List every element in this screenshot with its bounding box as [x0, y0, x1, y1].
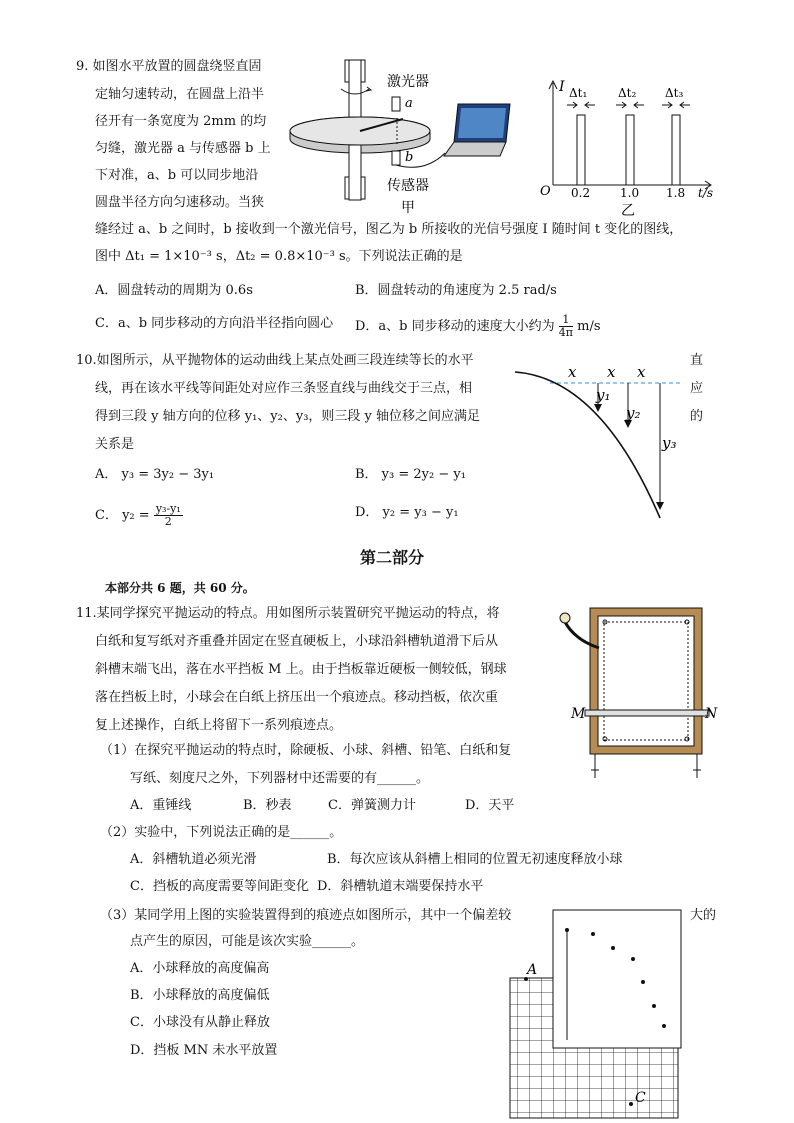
- q9-option-a: A．圆盘转动的周期为 0.6s: [95, 283, 253, 298]
- part2-title: 第二部分: [360, 548, 425, 567]
- q9-line-6: 圆盘半径方向匀速移动。当狭: [95, 195, 265, 210]
- q10-right-char-1: 直: [690, 353, 704, 368]
- q11-line-5: 复上述操作，白纸上将留下一系列痕迹点。: [95, 718, 343, 733]
- q11-sub1-line-1: （1）在探究平抛运动的特点时，除硬板、小球、斜槽、铅笔、白纸和复: [100, 743, 512, 758]
- q11-line-3: 斜槽末端飞出，落在水平挡板 M 上。由于挡板靠近硬板一侧较低，钢球: [95, 662, 507, 677]
- q11-sub2-option-b: B．每次应该从斜槽上相同的位置无初速度释放小球: [327, 852, 623, 867]
- q11-sub2-line: （2）实验中，下列说法正确的是______。: [100, 825, 343, 840]
- laser-a-label: a: [405, 96, 413, 111]
- q10-option-c-fraction: [154, 503, 183, 528]
- q9-option-c: C．a、b 同步移动的方向沿半径指向圆心: [95, 316, 334, 331]
- axis-t-label: t/s: [698, 186, 714, 200]
- q11-sub3-line-1: （3）某同学用上图的实验装置得到的痕迹点如图所示，其中一个偏差较: [100, 908, 512, 923]
- q10-option-a: A． y₃ = 3y₂ − 3y₁: [95, 467, 215, 482]
- q11-sub3-right: 大的: [690, 908, 717, 923]
- q11-sub3-option-c: C．小球没有从静止释放: [130, 1015, 270, 1030]
- label-m: M: [571, 706, 586, 722]
- q10-option-c-text: C． y₂ =: [95, 508, 150, 523]
- q10-line-2: 线，再在该水平线等间距处对应作三条竖直线与曲线交于三点，相: [95, 381, 473, 396]
- q9-option-d-fraction: [559, 314, 573, 339]
- q11-sub3-option-b: B．小球释放的高度偏低: [130, 988, 270, 1003]
- q9-line-5: 下对准，a、b 可以同步地沿: [95, 168, 259, 183]
- laptop-icon: [440, 100, 520, 165]
- dt3-label: Δt₃: [665, 86, 684, 100]
- fig-b-caption: 乙: [621, 203, 635, 219]
- q9-line-4: 匀缝，激光器 a 与传感器 b 上: [95, 141, 271, 156]
- q10-option-b: B． y₃ = 2y₂ − y₁: [355, 467, 466, 482]
- q10-line-4: 关系是: [95, 437, 135, 452]
- q10-option-d: D． y₂ = y₃ − y₁: [355, 505, 459, 520]
- q11-line-2: 白纸和复写纸对齐重叠并固定在竖直硬板上，小球沿斜槽轨道滑下后从: [95, 634, 499, 649]
- q10-y3: y₃: [662, 434, 677, 452]
- label-c: C: [635, 1090, 646, 1106]
- q11-sub2-option-d: D．斜槽轨道末端要保持水平: [317, 879, 484, 894]
- q10-right-char-3: 的: [690, 409, 704, 424]
- q9-line-1: 9. 如图水平放置的圆盘绕竖直固: [76, 59, 262, 74]
- q9-option-d: [355, 314, 601, 339]
- q9-line-2: 定轴匀速转动，在圆盘上沿半: [95, 87, 265, 102]
- tick-1-0: 1.0: [620, 186, 640, 200]
- q9-figure-signal: [535, 75, 725, 220]
- tick-0-2: 0.2: [571, 186, 591, 200]
- q10-figure-trajectory: [510, 358, 690, 523]
- q10-line-3: 得到三段 y 轴方向的位移 y₁、y₂、y₃，则三段 y 轴位移之间应满足: [95, 409, 481, 424]
- q10-y2: y₂: [626, 404, 641, 422]
- q10-x2: x: [607, 363, 616, 381]
- dt1-label: Δt₁: [569, 86, 588, 100]
- laser-label: 激光器: [387, 74, 429, 90]
- q10-x1: x: [568, 363, 577, 381]
- q11-sub1-option-c: C．弹簧测力计: [328, 798, 416, 813]
- q10-y1: y₁: [596, 386, 611, 404]
- tick-1-8: 1.8: [666, 186, 686, 200]
- label-n: N: [705, 706, 718, 722]
- part2-note: 本部分共 6 题，共 60 分。: [105, 581, 255, 595]
- q10-x3: x: [637, 363, 646, 381]
- q11-figure-trace-grid: [505, 908, 685, 1120]
- q11-sub1-option-b: B．秒表: [243, 798, 292, 813]
- q11-sub3-line-2: 点产生的原因，可能是该次实验______。: [130, 934, 365, 949]
- q11-sub1-line-2: 写纸、刻度尺之外，下列器材中还需要的有______。: [130, 771, 430, 786]
- q10-option-c: [95, 503, 183, 528]
- q10-line-1: 10.如图所示，从平抛物体的运动曲线上某点处画三段连续等长的水平: [76, 353, 474, 368]
- q9-option-b: B．圆盘转动的角速度为 2.5 rad/s: [355, 283, 557, 298]
- fig-a-caption: 甲: [401, 200, 415, 216]
- q9-line-8: 图中 Δt₁ = 1×10⁻³ s，Δt₂ = 0.8×10⁻³ s。下列说法正确的是: [95, 249, 463, 264]
- sensor-b-label: b: [405, 150, 414, 165]
- q9-line-7: 缝经过 a、b 之间时，b 接收到一个激光信号，图乙为 b 所接收的光信号强度 I 随时间 t 变化的图线，: [95, 222, 683, 237]
- q11-line-4: 落在挡板上时，小球会在白纸上挤压出一个痕迹点。移动挡板，依次重: [95, 690, 499, 705]
- origin-label: O: [540, 184, 551, 199]
- q11-sub2-option-c: C．挡板的高度需要等间距变化: [130, 879, 309, 894]
- frac-den: 2: [164, 515, 172, 528]
- sensor-label: 传感器: [387, 178, 429, 194]
- q11-sub1-option-a: A．重锤线: [130, 798, 192, 813]
- q11-line-1: 11.某同学探究平抛运动的特点。用如图所示装置研究平抛运动的特点，将: [76, 606, 500, 621]
- frac-den: 4π: [558, 326, 574, 339]
- q11-sub3-option-d: D．挡板 MN 未水平放置: [130, 1043, 278, 1058]
- q9-line-3: 径开有一条宽度为 2mm 的均: [95, 114, 267, 129]
- q9-option-d-text: D．a、b 同步移动的速度大小约为: [355, 319, 555, 334]
- frac-num: y₃-y₁: [155, 502, 181, 515]
- q11-sub2-option-a: A．斜槽轨道必须光滑: [130, 852, 257, 867]
- frac-num: 1: [559, 314, 573, 327]
- label-a: A: [527, 962, 538, 978]
- q10-right-char-2: 应: [690, 381, 704, 396]
- q9-option-d-unit: m/s: [577, 319, 601, 334]
- q11-figure-apparatus: [555, 600, 725, 790]
- dt2-label: Δt₂: [618, 86, 637, 100]
- q11-sub3-option-a: A．小球释放的高度偏高: [130, 961, 270, 976]
- axis-i-label: I: [559, 79, 565, 95]
- q11-sub1-option-d: D．天平: [465, 798, 515, 813]
